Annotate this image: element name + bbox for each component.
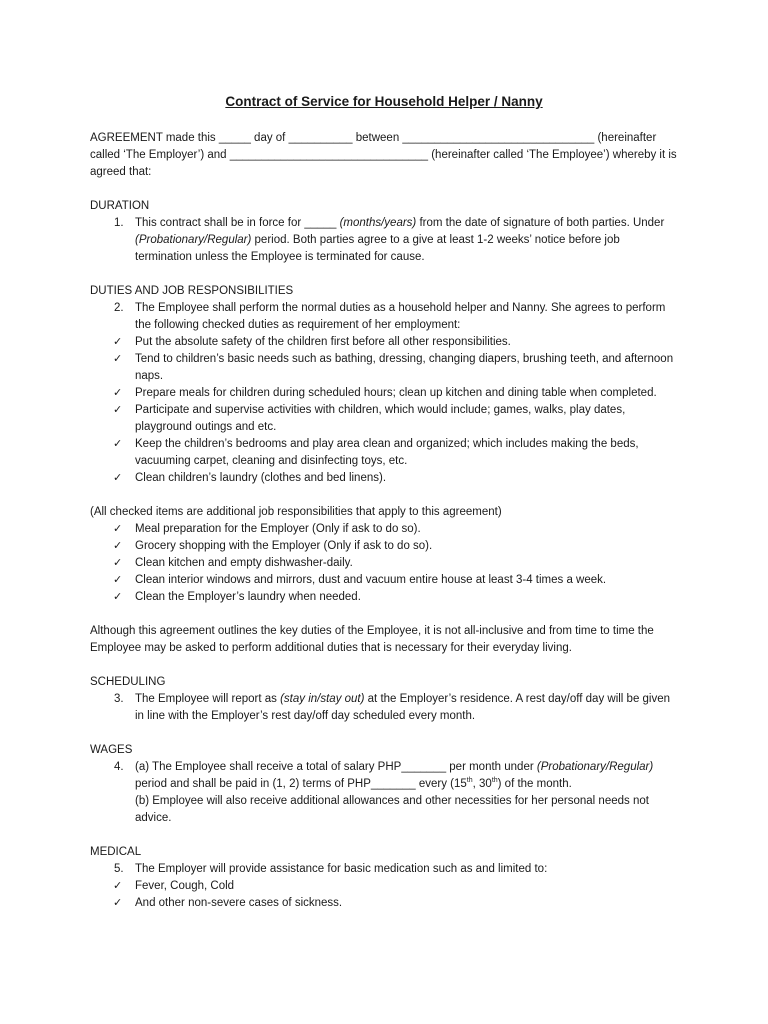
- checkmark-icon: ✓: [113, 574, 123, 586]
- checkmark-icon: ✓: [113, 557, 123, 569]
- duty-item: Keep the children’s bedrooms and play area clean and organized; which includes making the beds,: [135, 438, 639, 450]
- although-line-1: Although this agreement outlines the key duties of the Employee, it is not all-inclusive and from time to time the: [90, 625, 654, 637]
- checkmark-icon: ✓: [113, 472, 123, 484]
- wages-line-4: advice.: [135, 812, 172, 824]
- wages-line-1: (a) The Employee shall receive a total of salary PHP_______ per month under (Probationary/Regular): [135, 761, 654, 773]
- intro-line-2: called ‘The Employer’) and _______________________________ (hereinafter called ‘The Employee’) whereby it is: [90, 149, 677, 161]
- scheduling-line-1: The Employee will report as (stay in/stay out) at the Employer’s residence. A rest day/off day will be given: [135, 693, 671, 705]
- section-heading-duration: DURATION: [90, 200, 150, 212]
- scheduling-line-2: in line with the Employer’s rest day/off day scheduled every month.: [135, 710, 476, 722]
- medical-item: And other non-severe cases of sickness.: [135, 897, 343, 909]
- section-heading-wages: WAGES: [90, 744, 133, 756]
- section-heading-duties: DUTIES AND JOB RESPONSIBILITIES: [90, 285, 294, 297]
- duration-line-1: This contract shall be in force for _____ (months/years) from the date of signature of both parties. Under: [135, 217, 665, 229]
- although-line-2: Employee may be asked to perform additional duties that is necessary for their everyday living.: [90, 642, 572, 654]
- duty-item: Participate and supervise activities with children, which would include; games, walks, play dates,: [135, 404, 626, 416]
- duration-line-2: (Probationary/Regular) period. Both parties agree to a give at least 1-2 weeks’ notice before job: [135, 234, 620, 246]
- clause-number: 1.: [114, 217, 124, 229]
- additional-item: Clean interior windows and mirrors, dust and vacuum entire house at least 3-4 times a week.: [135, 574, 607, 586]
- checkmark-icon: ✓: [113, 353, 123, 365]
- checkmark-icon: ✓: [113, 438, 123, 450]
- checkmark-icon: ✓: [113, 897, 123, 909]
- clause-number: 4.: [114, 761, 124, 773]
- additional-intro: (All checked items are additional job responsibilities that apply to this agreement): [90, 506, 502, 518]
- duty-item-continued: naps.: [135, 370, 164, 382]
- duty-item-continued: vacuuming carpet, cleaning and disinfecting toys, etc.: [135, 455, 408, 467]
- checkmark-icon: ✓: [113, 523, 123, 535]
- document-title: Contract of Service for Household Helper / Nanny: [225, 94, 543, 109]
- additional-item: Meal preparation for the Employer (Only if ask to do so).: [135, 523, 421, 535]
- clause-number: 5.: [114, 863, 124, 875]
- duration-line-3: termination unless the Employee is terminated for cause.: [135, 251, 425, 263]
- intro-line-1: AGREEMENT made this _____ day of __________ between ______________________________ (hereinafter: [90, 132, 657, 144]
- checkmark-icon: ✓: [113, 591, 123, 603]
- additional-item: Clean kitchen and empty dishwasher-daily.: [135, 557, 353, 569]
- duty-item: Put the absolute safety of the children first before all other responsibilities.: [135, 336, 511, 348]
- checkmark-icon: ✓: [113, 404, 123, 416]
- duties-line-1: The Employee shall perform the normal duties as a household helper and Nanny. She agrees to perform: [135, 302, 666, 314]
- wages-line-2: period and shall be paid in (1, 2) terms of PHP_______ every (15th, 30th) of the month.: [135, 777, 572, 790]
- duties-line-2: the following checked duties as requirement of her employment:: [135, 319, 461, 331]
- section-heading-scheduling: SCHEDULING: [90, 676, 166, 688]
- checkmark-icon: ✓: [113, 336, 123, 348]
- intro-line-3: agreed that:: [90, 166, 152, 178]
- medical-line-1: The Employer will provide assistance for basic medication such as and limited to:: [135, 863, 548, 875]
- duty-item: Prepare meals for children during scheduled hours; clean up kitchen and dining table when completed.: [135, 387, 657, 399]
- section-heading-medical: MEDICAL: [90, 846, 142, 858]
- checkmark-icon: ✓: [113, 880, 123, 892]
- medical-item: Fever, Cough, Cold: [135, 880, 235, 892]
- checkmark-icon: ✓: [113, 387, 123, 399]
- checkmark-icon: ✓: [113, 540, 123, 552]
- additional-item: Grocery shopping with the Employer (Only if ask to do so).: [135, 540, 433, 552]
- additional-item: Clean the Employer’s laundry when needed.: [135, 591, 361, 603]
- clause-number: 2.: [114, 302, 124, 314]
- duty-item: Tend to children’s basic needs such as bathing, dressing, changing diapers, brushing teeth, and afternoon: [135, 353, 674, 365]
- duty-item: Clean children’s laundry (clothes and bed linens).: [135, 472, 387, 484]
- wages-line-3: (b) Employee will also receive additional allowances and other necessities for her personal needs not: [135, 795, 649, 807]
- duty-item-continued: playground outings and etc.: [135, 421, 277, 433]
- clause-number: 3.: [114, 693, 124, 705]
